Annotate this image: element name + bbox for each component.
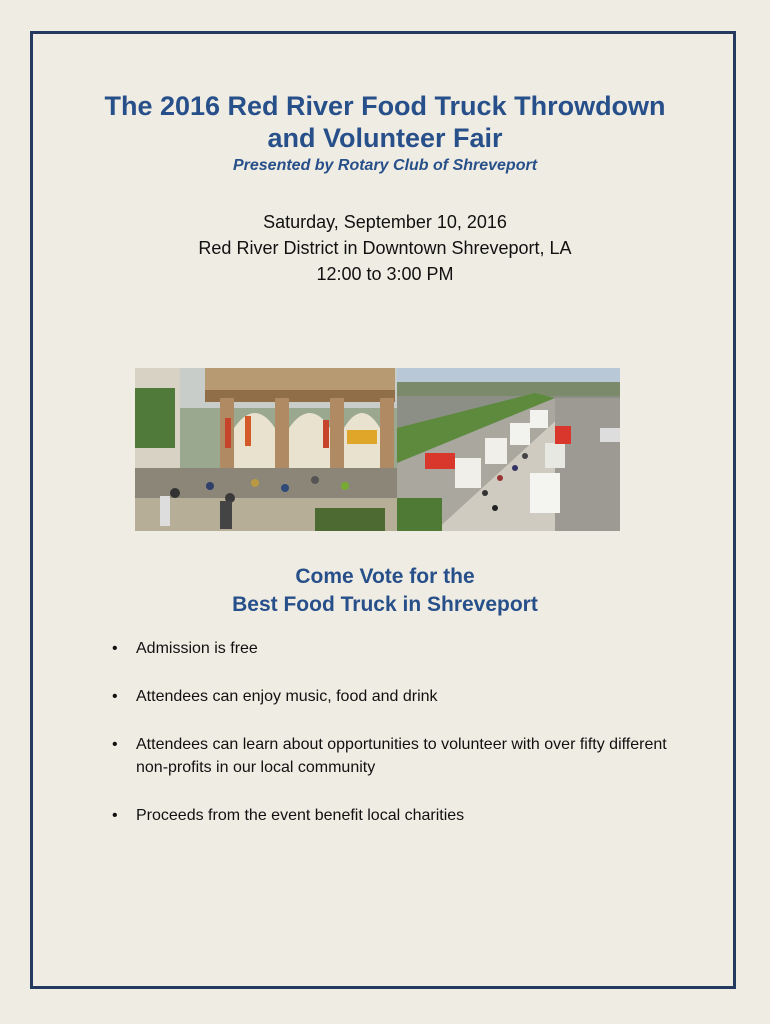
event-location: Red River District in Downtown Shreveport, LA [198,238,572,258]
title-line-1: The 2016 Red River Food Truck Throwdown [104,91,666,121]
call-to-action [0,563,770,619]
cta-line-1: Come Vote for the [295,565,475,588]
title-line-2: and Volunteer Fair [267,123,503,153]
event-photos [135,368,620,531]
street-photo [397,368,620,531]
cta-line-2: Best Food Truck in Shreveport [232,593,538,616]
plaza-photo [135,368,397,531]
feature-list [112,637,672,852]
subtitle: Presented by Rotary Club of Shreveport [232,157,538,174]
event-time: 12:00 to 3:00 PM [316,264,454,284]
list-item: • Admission is free [112,637,672,660]
list-item: • Proceeds from the event benefit local charities [112,804,672,827]
event-date: Saturday, September 10, 2016 [263,212,507,232]
event-info [0,209,770,287]
list-item: • Attendees can learn about opportunities to volunteer with over fifty different non-profits in our local community [112,733,672,779]
event-photo-collage [135,368,620,531]
page-title [0,90,770,154]
list-item: • Attendees can enjoy music, food and drink [112,685,672,708]
